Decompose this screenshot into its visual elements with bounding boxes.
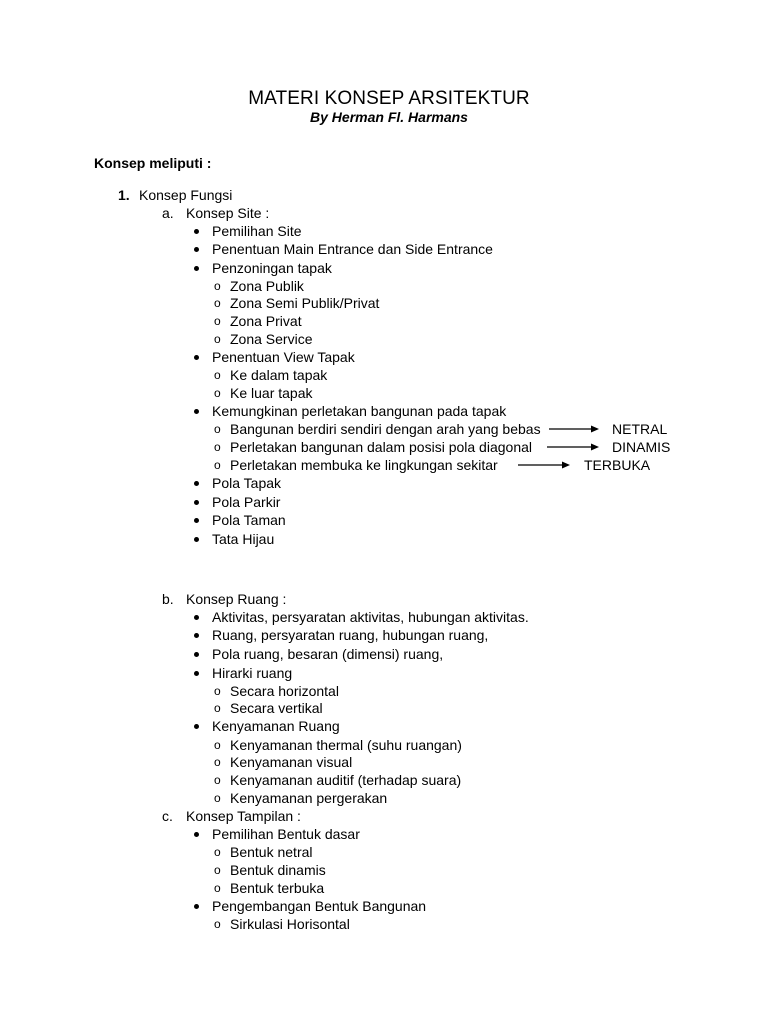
circle-bullet-icon: o [214,917,221,931]
list-item-label: Penentuan View Tapak [212,349,355,365]
list-item-label: Secara vertikal [230,700,323,716]
list-item-label: Kemungkinan perletakan bangunan pada tapak [212,403,507,419]
bullet-icon [194,518,199,523]
subsection-b-heading [0,590,768,608]
list-item-label: Pemilihan Bentuk dasar [212,826,360,842]
intro-heading: Konsep meliputi : [94,155,212,171]
list-item-label: Zona Service [230,331,313,347]
document-title: MATERI KONSEP ARSITEKTUR [248,88,530,109]
list-item-label: Kenyamanan pergerakan [230,790,388,806]
list-item-label: Pola Tapak [212,475,282,491]
circle-bullet-icon: o [214,314,221,328]
list-item-label: Kenyamanan Ruang [212,718,340,734]
list-item [0,717,768,735]
circle-bullet-icon: o [214,863,221,877]
list-item [0,240,768,258]
bullet-icon [194,266,199,271]
sub-list-item [0,277,768,295]
list-item-label: Pola Parkir [212,494,281,510]
section-1-heading [0,186,768,204]
list-item [0,825,768,843]
circle-bullet-icon: o [214,422,221,436]
sub-list-item [0,330,768,348]
bullet-icon [194,832,199,837]
circle-bullet-icon: o [214,296,221,310]
sub-list-item [0,384,768,402]
sub-list-item [0,753,768,771]
bullet-icon [194,355,199,360]
subsection-a-heading [0,204,768,222]
list-item-label: Kenyamanan thermal (suhu ruangan) [230,737,462,753]
list-item [0,474,768,492]
sub-list-item [0,789,768,807]
sub-list-item [0,843,768,861]
subsection-c-label: Konsep Tampilan : [186,808,301,824]
list-item-label: Zona Publik [230,278,304,294]
bullet-icon [194,671,199,676]
sub-list-item [0,420,768,438]
list-item [0,897,768,915]
arrow-right-icon [547,442,599,452]
sub-list-item [0,699,768,717]
section-1-number: 1. [118,187,130,203]
list-item-label: Pola Taman [212,512,286,528]
list-item [0,511,768,529]
arrow-right-icon [549,424,599,434]
list-item [0,664,768,682]
sub-list-item [0,915,768,933]
circle-bullet-icon: o [214,755,221,769]
list-item-label: Zona Privat [230,313,302,329]
list-item-label: Bentuk terbuka [230,880,325,896]
list-item-label: Perletakan bangunan dalam posisi pola diagonal [230,439,532,455]
circle-bullet-icon: o [214,332,221,346]
result-label-terbuka: TERBUKA [584,457,651,473]
sub-list-item [0,456,768,474]
list-item-label: Kenyamanan auditif (terhadap suara) [230,772,462,788]
list-item-label: Secara horizontal [230,683,339,699]
bullet-icon [194,409,199,414]
bullet-icon [194,633,199,638]
sub-list-item [0,771,768,789]
section-1-label: Konsep Fungsi [139,187,233,203]
list-item-label: Pemilihan Site [212,223,302,239]
list-item-label: Ke luar tapak [230,385,313,401]
circle-bullet-icon: o [214,684,221,698]
bullet-icon [194,537,199,542]
circle-bullet-icon: o [214,881,221,895]
list-item-label: Hirarki ruang [212,665,293,681]
bullet-icon [194,724,199,729]
list-item-label: Penentuan Main Entrance dan Side Entrance [212,241,493,257]
sub-list-item [0,366,768,384]
list-item-label: Ruang, persyaratan ruang, hubungan ruang, [212,627,489,643]
circle-bullet-icon: o [214,279,221,293]
list-item-label: Zona Semi Publik/Privat [230,295,380,311]
circle-bullet-icon: o [214,701,221,715]
list-item-label: Penzoningan tapak [212,260,332,276]
subsection-b-label: Konsep Ruang : [186,591,287,607]
bullet-icon [194,229,199,234]
circle-bullet-icon: o [214,458,221,472]
list-item-label: Bangunan berdiri sendiri dengan arah yang bebas [230,421,541,437]
list-item [0,259,768,277]
bullet-icon [194,904,199,909]
circle-bullet-icon: o [214,845,221,859]
list-item-label: Bentuk dinamis [230,862,326,878]
sub-list-item [0,312,768,330]
subsection-b-marker: b. [162,591,174,607]
bullet-icon [194,615,199,620]
list-item [0,530,768,548]
sub-list-item [0,438,768,456]
list-item-label: Perletakan membuka ke lingkungan sekitar [230,457,498,473]
list-item-label: Tata Hijau [212,531,275,547]
bullet-icon [194,652,199,657]
list-item-label: Aktivitas, persyaratan aktivitas, hubungan aktivitas. [212,609,529,625]
list-item [0,402,768,420]
list-item-label: Pola ruang, besaran (dimensi) ruang, [212,646,444,662]
list-item-label: Sirkulasi Horisontal [230,916,350,932]
subsection-c-marker: c. [162,808,173,824]
circle-bullet-icon: o [214,368,221,382]
circle-bullet-icon: o [214,738,221,752]
list-item [0,608,768,626]
sub-list-item [0,861,768,879]
sub-list-item [0,682,768,700]
arrow-right-icon [518,460,570,470]
bullet-icon [194,481,199,486]
list-item [0,626,768,644]
subsection-c-heading [0,807,768,825]
circle-bullet-icon: o [214,791,221,805]
list-item [0,222,768,240]
list-item-label: Pengembangan Bentuk Bangunan [212,898,427,914]
subsection-a-marker: a. [162,205,174,221]
list-item [0,645,768,663]
subsection-a-label: Konsep Site : [186,205,270,221]
circle-bullet-icon: o [214,773,221,787]
bullet-icon [194,247,199,252]
sub-list-item [0,294,768,312]
sub-list-item [0,879,768,897]
result-label-dinamis: DINAMIS [612,439,671,455]
list-item [0,493,768,511]
list-item-label: Bentuk netral [230,844,313,860]
bullet-icon [194,500,199,505]
list-item-label: Kenyamanan visual [230,754,353,770]
list-item-label: Ke dalam tapak [230,367,328,383]
sub-list-item [0,736,768,754]
result-label-netral: NETRAL [612,421,668,437]
circle-bullet-icon: o [214,440,221,454]
list-item [0,348,768,366]
document-author: By Herman Fl. Harmans [310,109,468,125]
circle-bullet-icon: o [214,386,221,400]
